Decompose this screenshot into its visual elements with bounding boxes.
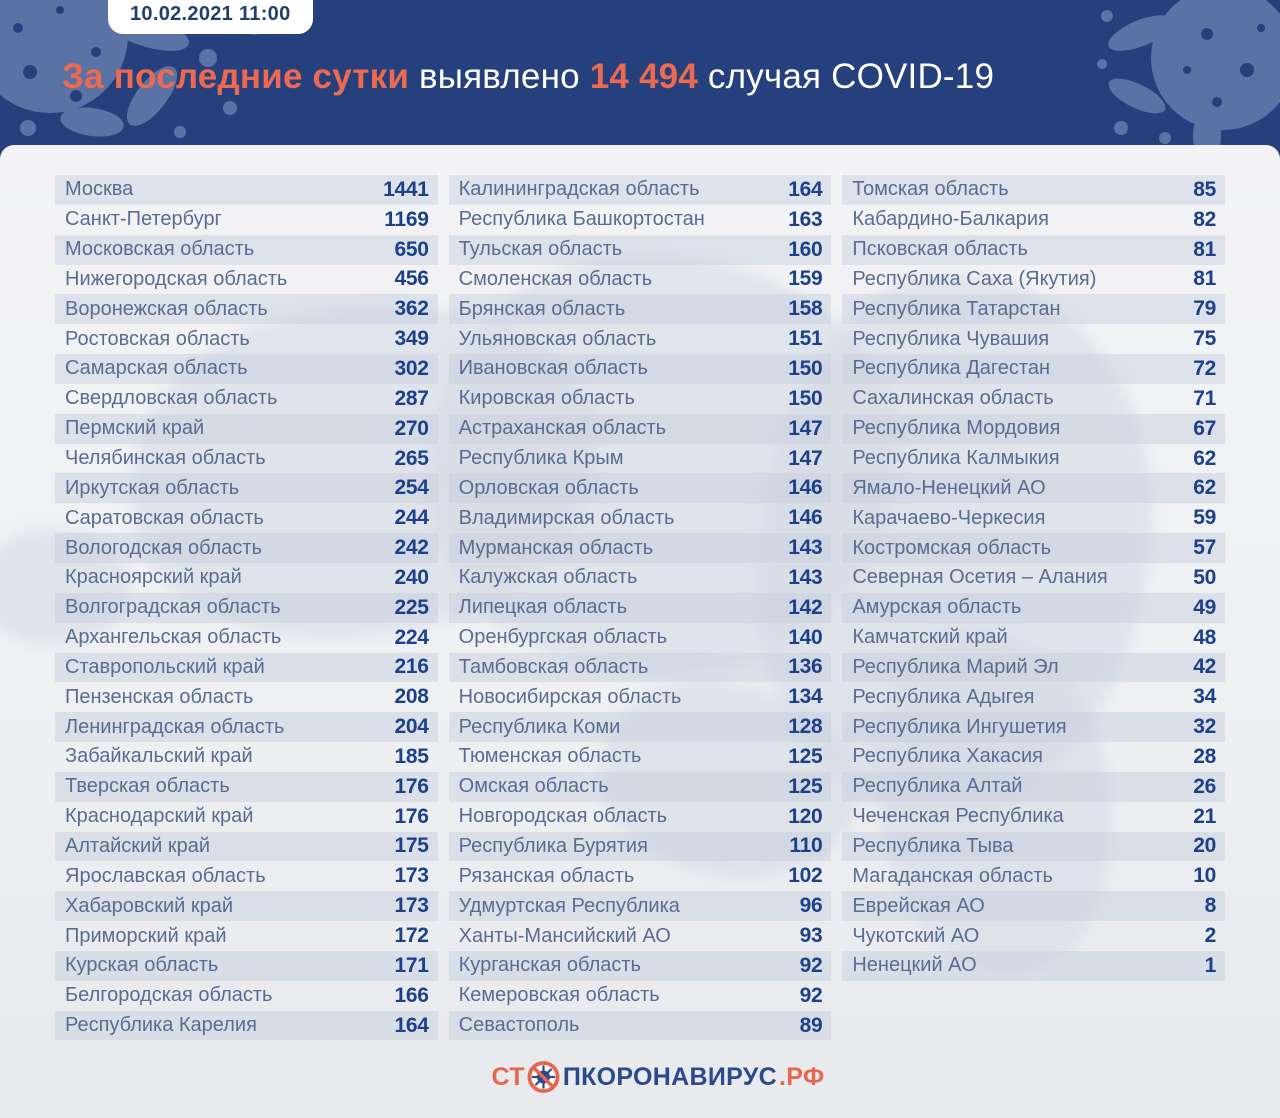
table-row [449, 951, 832, 981]
region-value: 110 [789, 834, 823, 858]
region-value: 128 [788, 715, 823, 739]
table-column-1 [55, 175, 438, 1040]
table-row [449, 563, 832, 593]
table-row [449, 742, 832, 772]
region-name: Чукотский АО [852, 924, 980, 947]
region-name: Сахалинская область [852, 387, 1054, 410]
table-row [842, 653, 1225, 683]
region-name: Владимирская область [458, 506, 675, 529]
region-value: 143 [788, 536, 823, 560]
region-value: 125 [788, 774, 823, 798]
table-row [842, 861, 1225, 891]
table-row [55, 772, 438, 802]
table-row [55, 444, 438, 474]
region-value: 224 [394, 625, 429, 649]
region-value: 136 [788, 655, 823, 679]
region-name: Московская область [65, 238, 255, 261]
region-value: 62 [1193, 446, 1216, 470]
regions-table [55, 175, 1225, 1040]
table-row [55, 682, 438, 712]
region-value: 8 [1204, 894, 1216, 918]
region-name: Ставропольский край [65, 655, 265, 678]
region-value: 254 [394, 476, 429, 500]
table-row [55, 832, 438, 862]
region-name: Тверская область [65, 775, 230, 798]
header [0, 0, 1280, 160]
table-column-3 [842, 175, 1225, 1040]
region-value: 96 [799, 894, 823, 918]
region-name: Волгоградская область [65, 596, 281, 619]
region-name: Республика Калмыкия [852, 447, 1060, 470]
region-name: Орловская область [458, 476, 639, 499]
table-row [55, 294, 438, 324]
region-value: 176 [394, 804, 429, 828]
region-name: Курганская область [458, 954, 641, 977]
region-name: Северная Осетия – Алания [852, 566, 1108, 589]
region-name: Кировская область [458, 387, 635, 410]
region-name: Республика Саха (Якутия) [852, 267, 1097, 290]
region-value: 89 [799, 1013, 823, 1037]
table-row [449, 294, 832, 324]
region-name: Нижегородская область [65, 267, 288, 290]
region-name: Мурманская область [458, 536, 654, 559]
region-name: Саратовская область [65, 506, 264, 529]
table-row [842, 712, 1225, 742]
region-name: Республика Коми [458, 715, 621, 738]
table-row [449, 414, 832, 444]
table-row [842, 294, 1225, 324]
region-name: Калининградская область [458, 178, 700, 201]
region-name: Севастополь [458, 1014, 580, 1037]
region-name: Красноярский край [65, 566, 242, 589]
region-name: Республика Татарстан [852, 297, 1061, 320]
region-value: 244 [394, 506, 429, 530]
table-row [449, 712, 832, 742]
table-row [55, 653, 438, 683]
region-name: Пензенская область [65, 685, 254, 708]
table-row [842, 384, 1225, 414]
region-name: Тамбовская область [458, 655, 649, 678]
headline-total-cases: 14 494 [589, 57, 698, 96]
table-column-2 [449, 175, 832, 1040]
table-row [55, 533, 438, 563]
region-value: 175 [394, 834, 429, 858]
table-row [842, 533, 1225, 563]
region-value: 242 [394, 536, 429, 560]
headline [62, 56, 994, 98]
region-value: 71 [1193, 386, 1216, 410]
region-value: 171 [394, 953, 429, 977]
region-value: 32 [1193, 715, 1216, 739]
region-name: Тульская область [458, 238, 623, 261]
region-value: 159 [788, 267, 823, 291]
table-row [449, 324, 832, 354]
region-name: Новгородская область [458, 805, 668, 828]
region-name: Иркутская область [65, 476, 240, 499]
region-name: Смоленская область [458, 267, 653, 290]
table-row [449, 444, 832, 474]
region-name: Астраханская область [458, 417, 667, 440]
table-row [55, 473, 438, 503]
region-name: Камчатский край [852, 626, 1008, 649]
table-row [449, 265, 832, 295]
region-name: Республика Дагестан [852, 357, 1050, 380]
table-row [449, 1011, 832, 1041]
region-name: Санкт-Петербург [65, 208, 222, 231]
region-name: Оренбургская область [458, 626, 668, 649]
table-row [842, 832, 1225, 862]
region-name: Рязанская область [458, 864, 635, 887]
region-name: Республика Мордовия [852, 417, 1061, 440]
table-row [842, 265, 1225, 295]
table-row [842, 921, 1225, 951]
region-name: Республика Башкортостан [458, 208, 705, 231]
table-row [842, 414, 1225, 444]
table-row [55, 861, 438, 891]
region-value: 362 [394, 297, 429, 321]
region-name: Тюменская область [458, 745, 642, 768]
table-row [55, 563, 438, 593]
region-name: Приморский край [65, 924, 227, 947]
region-name: Псковская область [852, 238, 1028, 261]
table-row [842, 623, 1225, 653]
region-value: 42 [1193, 655, 1216, 679]
region-name: Новосибирская область [458, 685, 682, 708]
region-value: 160 [788, 237, 823, 261]
region-value: 185 [394, 744, 429, 768]
region-value: 85 [1193, 177, 1216, 201]
logo-text-prefix: СТ [491, 1062, 525, 1091]
table-row [55, 712, 438, 742]
region-name: Самарская область [65, 357, 248, 380]
table-row [842, 503, 1225, 533]
region-name: Республика Хакасия [852, 745, 1044, 768]
region-value: 216 [394, 655, 429, 679]
region-value: 2 [1204, 924, 1216, 948]
table-row [55, 623, 438, 653]
region-name: Омская область [458, 775, 609, 798]
table-row [449, 623, 832, 653]
table-row [55, 354, 438, 384]
table-row [842, 354, 1225, 384]
table-row [449, 802, 832, 832]
region-name: Брянская область [458, 297, 626, 320]
region-value: 146 [788, 476, 823, 500]
table-row [449, 682, 832, 712]
region-name: Республика Марий Эл [852, 655, 1059, 678]
region-value: 28 [1193, 744, 1216, 768]
headline-text-2: случая COVID-19 [697, 57, 995, 96]
table-row [449, 921, 832, 951]
region-value: 151 [788, 327, 823, 351]
table-row [55, 503, 438, 533]
table-row [449, 772, 832, 802]
region-name: Амурская область [852, 596, 1022, 619]
region-name: Республика Карелия [65, 1014, 257, 1037]
table-row [449, 832, 832, 862]
table-row [842, 205, 1225, 235]
table-row [449, 473, 832, 503]
region-value: 20 [1193, 834, 1216, 858]
region-value: 208 [394, 685, 429, 709]
virus-splat-icon [1045, 0, 1280, 145]
region-value: 164 [788, 177, 823, 201]
region-name: Ленинградская область [65, 715, 285, 738]
region-value: 1441 [383, 177, 429, 201]
table-row [55, 593, 438, 623]
region-value: 140 [788, 625, 823, 649]
region-value: 102 [788, 864, 823, 888]
region-name: Ярославская область [65, 864, 266, 887]
table-row [55, 384, 438, 414]
region-value: 57 [1193, 536, 1216, 560]
region-value: 81 [1193, 237, 1216, 261]
table-row [55, 235, 438, 265]
table-row [449, 981, 832, 1011]
region-value: 143 [788, 565, 823, 589]
table-row [842, 772, 1225, 802]
region-value: 349 [394, 327, 429, 351]
region-value: 166 [394, 983, 429, 1007]
table-row [449, 533, 832, 563]
region-name: Томская область [852, 178, 1009, 201]
table-row [842, 175, 1225, 205]
region-name: Челябинская область [65, 447, 266, 470]
table-row [449, 503, 832, 533]
region-name: Ростовская область [65, 327, 250, 350]
table-row [449, 891, 832, 921]
region-name: Воронежская область [65, 297, 268, 320]
virus-no-entry-icon [527, 1060, 561, 1094]
region-value: 176 [394, 774, 429, 798]
table-row [842, 802, 1225, 832]
table-row [55, 951, 438, 981]
table-row [55, 1011, 438, 1041]
table-row [449, 354, 832, 384]
region-value: 49 [1193, 595, 1216, 619]
region-name: Республика Адыгея [852, 685, 1035, 708]
region-value: 150 [788, 356, 823, 380]
table-row [842, 324, 1225, 354]
region-value: 62 [1193, 476, 1216, 500]
table-row [842, 235, 1225, 265]
region-value: 240 [394, 565, 429, 589]
table-row [449, 175, 832, 205]
region-value: 92 [799, 953, 823, 977]
region-name: Костромская область [852, 536, 1052, 559]
table-row [842, 563, 1225, 593]
table-row [842, 593, 1225, 623]
region-name: Еврейская АО [852, 894, 985, 917]
region-value: 72 [1193, 356, 1216, 380]
table-row [842, 891, 1225, 921]
region-name: Ульяновская область [458, 327, 657, 350]
table-row [842, 682, 1225, 712]
region-value: 79 [1193, 297, 1216, 321]
region-value: 26 [1193, 774, 1216, 798]
region-name: Свердловская область [65, 387, 278, 410]
region-value: 142 [788, 595, 823, 619]
region-name: Республика Тыва [852, 834, 1014, 857]
region-value: 147 [788, 446, 823, 470]
region-name: Чеченская Республика [852, 805, 1064, 828]
table-row [55, 324, 438, 354]
table-row [842, 473, 1225, 503]
headline-text-1: выявлено [409, 57, 590, 96]
region-name: Ивановская область [458, 357, 648, 380]
table-row [55, 981, 438, 1011]
region-value: 146 [788, 506, 823, 530]
stopcoronavirus-logo [492, 1060, 825, 1094]
region-value: 50 [1193, 565, 1216, 589]
region-name: Магаданская область [852, 864, 1053, 887]
region-name: Карачаево-Черкесия [852, 506, 1046, 529]
table-row [55, 921, 438, 951]
region-value: 650 [394, 237, 429, 261]
table-row [842, 444, 1225, 474]
table-row [55, 175, 438, 205]
region-name: Липецкая область [458, 596, 628, 619]
region-value: 134 [788, 685, 823, 709]
region-name: Калужская область [458, 566, 638, 589]
logo-text-suffix: .РФ [778, 1062, 825, 1091]
table-row [55, 742, 438, 772]
region-value: 48 [1193, 625, 1216, 649]
table-row [55, 802, 438, 832]
region-name: Хабаровский край [65, 894, 234, 917]
region-value: 21 [1193, 804, 1216, 828]
region-value: 150 [788, 386, 823, 410]
date-badge: 10.02.2021 11:00 [108, 0, 313, 34]
region-value: 59 [1193, 506, 1216, 530]
region-name: Вологодская область [65, 536, 263, 559]
region-value: 173 [394, 864, 429, 888]
region-name: Краснодарский край [65, 805, 254, 828]
region-name: Удмуртская Республика [458, 894, 680, 917]
region-name: Забайкальский край [65, 745, 253, 768]
region-value: 81 [1193, 267, 1216, 291]
region-name: Курская область [65, 954, 219, 977]
region-name: Республика Ингушетия [852, 715, 1067, 738]
region-name: Кабардино-Балкария [852, 208, 1049, 231]
table-row [55, 414, 438, 444]
table-row [449, 205, 832, 235]
region-value: 1169 [384, 207, 429, 231]
region-value: 34 [1193, 685, 1216, 709]
region-value: 75 [1193, 327, 1216, 351]
region-name: Республика Крым [458, 447, 624, 470]
region-name: Пермский край [65, 417, 205, 440]
region-value: 93 [799, 924, 823, 948]
region-name: Архангельская область [65, 626, 282, 649]
region-value: 1 [1204, 953, 1216, 977]
region-value: 173 [394, 894, 429, 918]
region-name: Кемеровская область [458, 984, 660, 1007]
logo-text-main: ПКОРОНАВИРУС [562, 1062, 777, 1091]
region-value: 163 [788, 207, 823, 231]
region-name: Республика Алтай [852, 775, 1023, 798]
region-value: 158 [788, 297, 823, 321]
headline-accent-1: За последние сутки [62, 57, 410, 96]
region-name: Ненецкий АО [852, 954, 977, 977]
region-name: Алтайский край [65, 834, 211, 857]
region-value: 82 [1193, 207, 1216, 231]
table-row [449, 653, 832, 683]
region-value: 172 [394, 924, 429, 948]
table-row [842, 742, 1225, 772]
region-value: 147 [788, 416, 823, 440]
region-value: 302 [394, 356, 429, 380]
region-value: 270 [394, 416, 429, 440]
region-name: Республика Бурятия [458, 834, 648, 857]
table-row [55, 891, 438, 921]
region-value: 92 [799, 983, 823, 1007]
region-value: 67 [1193, 416, 1216, 440]
table-row [449, 384, 832, 414]
region-name: Ямало-Ненецкий АО [852, 476, 1046, 499]
table-row [449, 593, 832, 623]
region-name: Республика Чувашия [852, 327, 1050, 350]
region-value: 125 [788, 744, 823, 768]
region-value: 225 [394, 595, 429, 619]
region-name: Москва [65, 178, 134, 201]
region-name: Белгородская область [65, 984, 273, 1007]
region-value: 164 [394, 1013, 429, 1037]
table-row [449, 235, 832, 265]
region-name: Ханты-Мансийский АО [458, 924, 671, 947]
table-row [55, 205, 438, 235]
region-value: 120 [788, 804, 823, 828]
region-value: 456 [394, 267, 429, 291]
table-row [55, 265, 438, 295]
region-value: 265 [394, 446, 429, 470]
table-row [842, 951, 1225, 981]
region-value: 287 [394, 386, 429, 410]
table-row [449, 861, 832, 891]
region-value: 204 [394, 715, 429, 739]
region-value: 10 [1193, 864, 1216, 888]
